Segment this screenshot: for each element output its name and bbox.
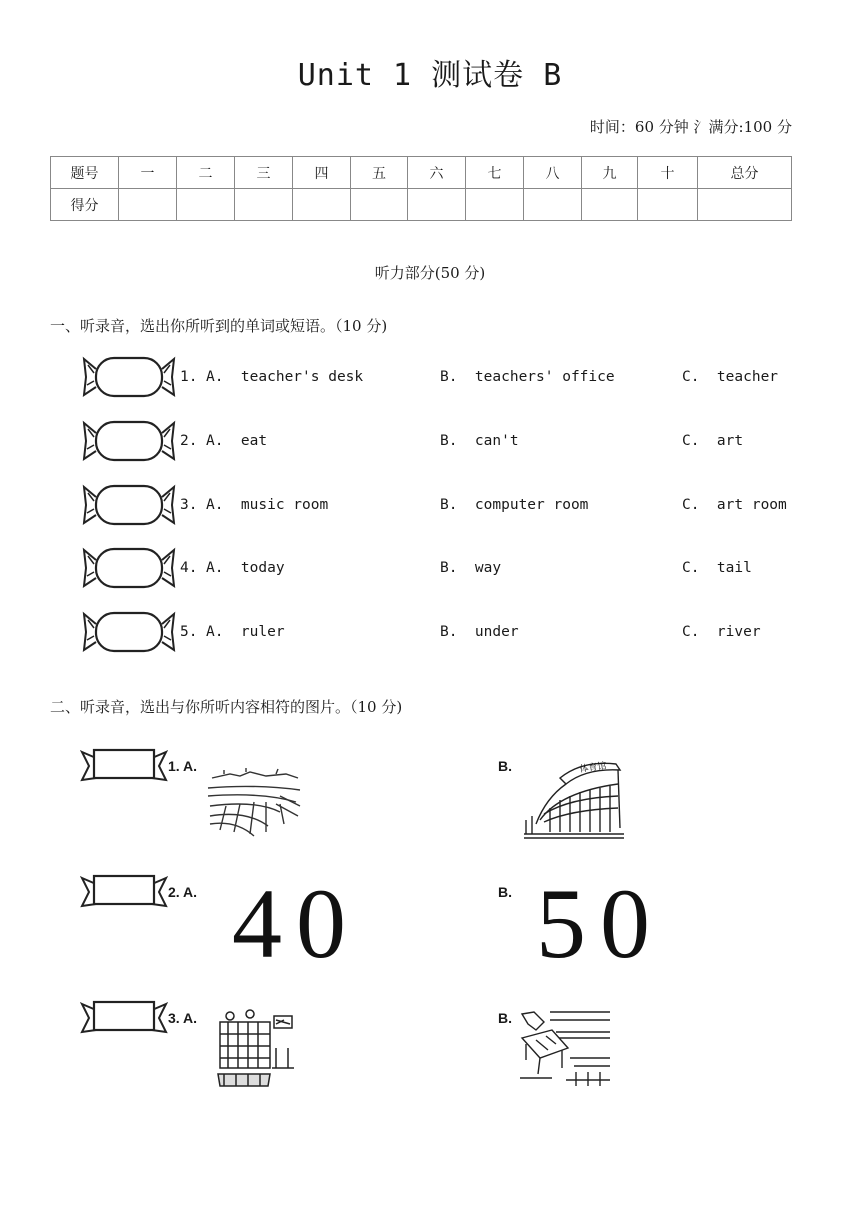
question-number: 3.	[180, 497, 198, 513]
table-cell: 一	[119, 157, 177, 189]
score-input-cell[interactable]	[119, 189, 177, 221]
part2-heading: 二、听录音，选出与你所听内容相符的图片。（10 分)	[50, 698, 403, 716]
option-b[interactable]: B. way	[440, 560, 502, 576]
table-cell: 三	[235, 157, 293, 189]
table-cell: 六	[408, 157, 466, 189]
part2-row-1	[80, 748, 800, 838]
table-cell: 二	[177, 157, 235, 189]
music-room-picture[interactable]	[516, 1008, 612, 1090]
option-b[interactable]: B. under	[440, 624, 519, 640]
score-input-cell[interactable]	[466, 189, 524, 221]
question-label: 2. A.	[168, 884, 198, 900]
table-cell: 八	[524, 157, 582, 189]
answer-banner-icon[interactable]	[80, 748, 168, 784]
table-cell: 题号	[51, 157, 119, 189]
table-cell: 四	[293, 157, 351, 189]
option-label: B.	[498, 884, 512, 900]
option-a[interactable]: A. eat	[206, 433, 268, 449]
candy-answer-box-icon[interactable]	[82, 483, 178, 533]
score-input-cell[interactable]	[638, 189, 698, 221]
option-b[interactable]: B. teachers' office	[440, 369, 615, 385]
option-c[interactable]: C. teacher	[682, 369, 779, 385]
table-cell: 得分	[51, 189, 119, 221]
gym-building-picture[interactable]	[520, 754, 626, 840]
option-label: B.	[498, 758, 512, 774]
score-input-cell[interactable]	[235, 189, 293, 221]
option-c[interactable]: C. tail	[682, 560, 752, 576]
library-picture[interactable]	[214, 1008, 296, 1090]
candy-answer-box-icon[interactable]	[82, 610, 178, 660]
question-number: 1.	[180, 369, 198, 385]
option-c[interactable]: C. river	[682, 624, 761, 640]
option-a[interactable]: A. today	[206, 560, 285, 576]
score-input-cell[interactable]	[698, 189, 792, 221]
question-number: 2.	[180, 433, 198, 449]
option-a[interactable]: A. ruler	[206, 624, 285, 640]
number-option-b[interactable]: 50	[536, 868, 664, 979]
option-c[interactable]: C. art	[682, 433, 744, 449]
page-title: Unit 1 测试卷 B	[297, 58, 563, 93]
option-b[interactable]: B. computer room	[440, 497, 589, 513]
list-item	[82, 546, 802, 596]
candy-answer-box-icon[interactable]	[82, 355, 178, 405]
table-cell: 九	[582, 157, 638, 189]
question-label: 3. A.	[168, 1010, 198, 1026]
table-cell: 七	[466, 157, 524, 189]
part1-heading: 一、听录音，选出你所听到的单词或短语。（10 分)	[50, 317, 388, 335]
option-a[interactable]: A. teacher's desk	[206, 369, 364, 385]
option-c[interactable]: C. art room	[682, 497, 787, 513]
gym-sign-text: 体育馆	[579, 761, 608, 775]
exam-meta: 时间：60 分钟 氵满分:100 分	[589, 118, 792, 136]
option-b[interactable]: B. can't	[440, 433, 519, 449]
candy-answer-box-icon[interactable]	[82, 546, 178, 596]
score-input-cell[interactable]	[524, 189, 582, 221]
score-table	[50, 156, 792, 221]
answer-banner-icon[interactable]	[80, 874, 168, 910]
question-number: 4.	[180, 560, 198, 576]
score-table-score-row	[51, 189, 792, 221]
score-input-cell[interactable]	[177, 189, 235, 221]
table-cell: 五	[351, 157, 408, 189]
list-item	[82, 483, 802, 533]
candy-answer-box-icon[interactable]	[82, 419, 178, 469]
list-item	[82, 610, 802, 660]
score-input-cell[interactable]	[582, 189, 638, 221]
number-option-a[interactable]: 40	[232, 868, 360, 979]
list-item	[82, 419, 802, 469]
table-cell: 十	[638, 157, 698, 189]
score-table-header-row	[51, 157, 792, 189]
question-number: 5.	[180, 624, 198, 640]
answer-banner-icon[interactable]	[80, 1000, 168, 1036]
score-input-cell[interactable]	[351, 189, 408, 221]
running-track-picture[interactable]	[206, 766, 302, 838]
table-cell: 总分	[698, 157, 792, 189]
part2-row-2	[80, 868, 800, 979]
listening-section-title: 听力部分(50 分)	[374, 264, 486, 282]
score-input-cell[interactable]	[293, 189, 351, 221]
score-input-cell[interactable]	[408, 189, 466, 221]
question-label: 1. A.	[168, 758, 198, 774]
option-a[interactable]: A. music room	[206, 497, 329, 513]
option-label: B.	[498, 1010, 512, 1026]
part2-row-3	[80, 1000, 800, 1092]
list-item	[82, 355, 802, 405]
